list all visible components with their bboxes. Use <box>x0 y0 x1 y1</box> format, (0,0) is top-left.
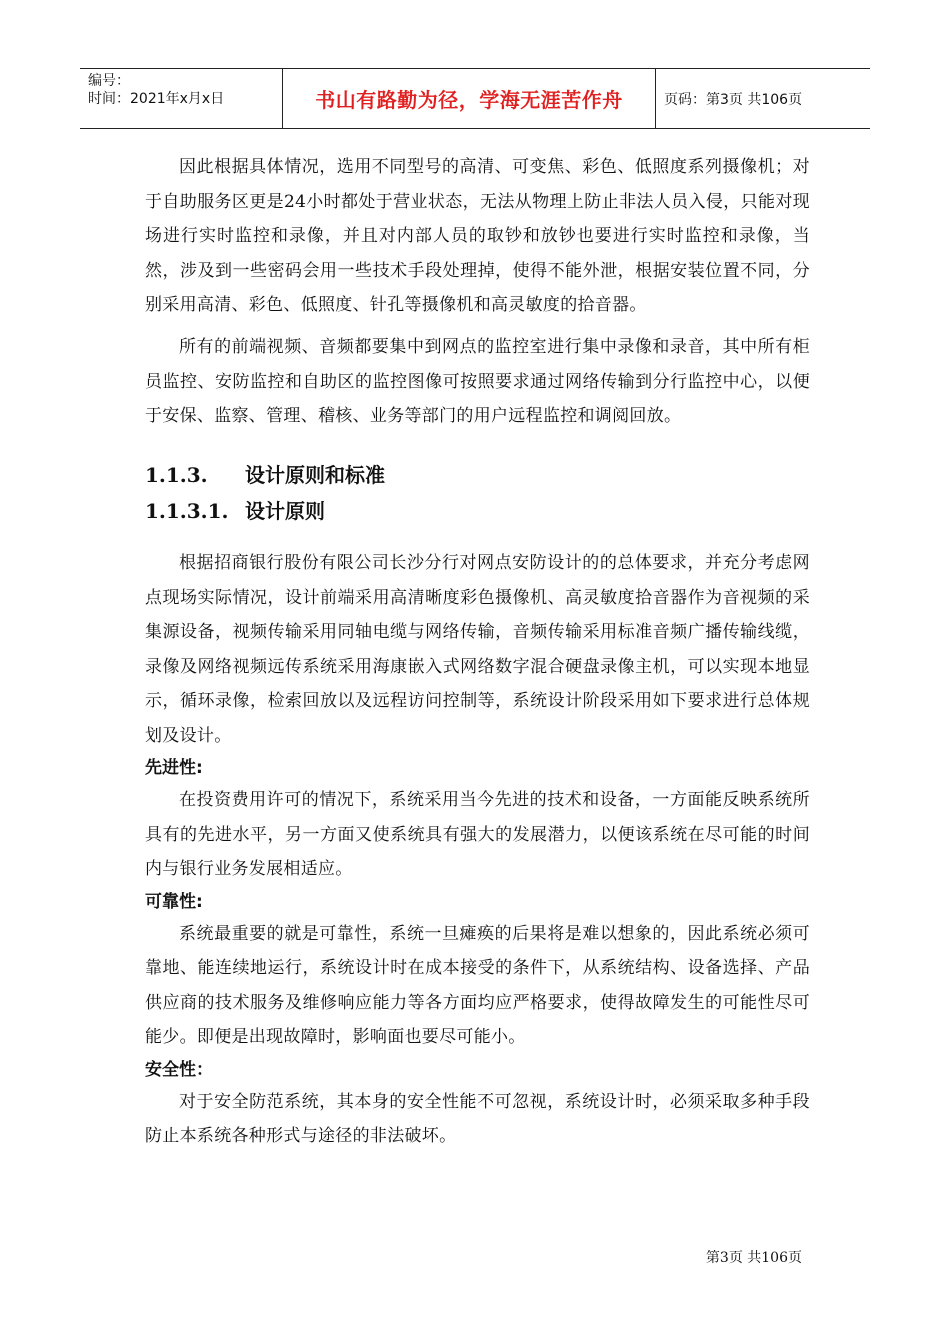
paragraph: 系统最重要的就是可靠性，系统一旦瘫痪的后果将是难以想象的，因此系统必须可靠地、能连续地运行，系统设计时在成本接受的条件下，从系统结构、设备选择、产品供应商的技术服务及维修响应能力等各方面均应严格要求，使得故障发生的可能性尽可能少。即便是出现故障时，影响面也要尽可能小。 <box>145 923 810 1047</box>
advancement-heading: 先进性: <box>145 758 203 778</box>
paragraph: 所有的前端视频、音频都要集中到网点的监控室进行集中录像和录音，其中所有柜员监控、安防监控和自助区的监控图像可按照要求通过网络传输到分行监控中心，以便于安保、监察、管理、稽核、业务等部门的用户远程监控和调阅回放。 <box>145 337 810 426</box>
date-label: 时间：2021年x月x日 <box>88 91 225 107</box>
header-page-info: 页码：第3页 共106页 <box>664 91 803 108</box>
paragraph: 根据招商银行股份有限公司长沙分行对网点安防设计的的总体要求，并充分考虑网点现场实际情况，设计前端采用高清晰度彩色摄像机、高灵敏度拾音器作为音视频的采集源设备，视频传输采用同轴电缆与网络传输，音频传输采用标准音频广播传输线缆，录像及网络视频远传系统采用海康嵌入式网络数字混合硬盘录像主机，可以实现本地显示，循环录像，检索回放以及远程访问控制等，系统设计阶段采用如下要求进行总体规划及设计。 <box>145 553 810 746</box>
page-footer: 第3页 共106页 <box>705 1250 802 1266</box>
page-header <box>80 68 870 129</box>
header-motto: 书山有路勤为径，学海无涯苦作舟 <box>282 69 656 128</box>
document-body <box>145 150 810 1154</box>
section-number: 1.1.3. <box>145 463 208 487</box>
header-meta <box>80 69 282 128</box>
section-heading <box>145 458 810 492</box>
serial-label: 编号： <box>88 73 130 89</box>
paragraph: 在投资费用许可的情况下，系统采用当今先进的技术和设备，一方面能反映系统所具有的先进水平，另一方面又使系统具有强大的发展潜力，以便该系统在尽可能的时间内与银行业务发展相适应。 <box>145 790 810 879</box>
reliability-heading: 可靠性: <box>145 891 203 912</box>
subsection-heading <box>145 494 810 528</box>
security-heading: 安全性： <box>145 1059 213 1080</box>
subsection-title: 设计原则 <box>245 499 325 523</box>
paragraph: 因此根据具体情况，选用不同型号的高清、可变焦、彩色、低照度系列摄像机；对于自助服务区更是24小时都处于营业状态，无法从物理上防止非法人员入侵，只能对现场进行实时监控和录像，并且对内部人员的取钞和放钞也要进行实时监控和录像，当然，涉及到一些密码会用一些技术手段处理掉，使得不能外泄，根据安装位置不同，分别采用高清、彩色、低照度、针孔等摄像机和高灵敏度的拾音器。 <box>145 157 810 315</box>
section-title: 设计原则和标准 <box>245 463 385 487</box>
paragraph: 对于安全防范系统，其本身的安全性能不可忽视，系统设计时，必须采取多种手段防止本系统各种形式与途径的非法破坏。 <box>145 1091 810 1146</box>
subsection-number: 1.1.3.1. <box>145 499 229 523</box>
